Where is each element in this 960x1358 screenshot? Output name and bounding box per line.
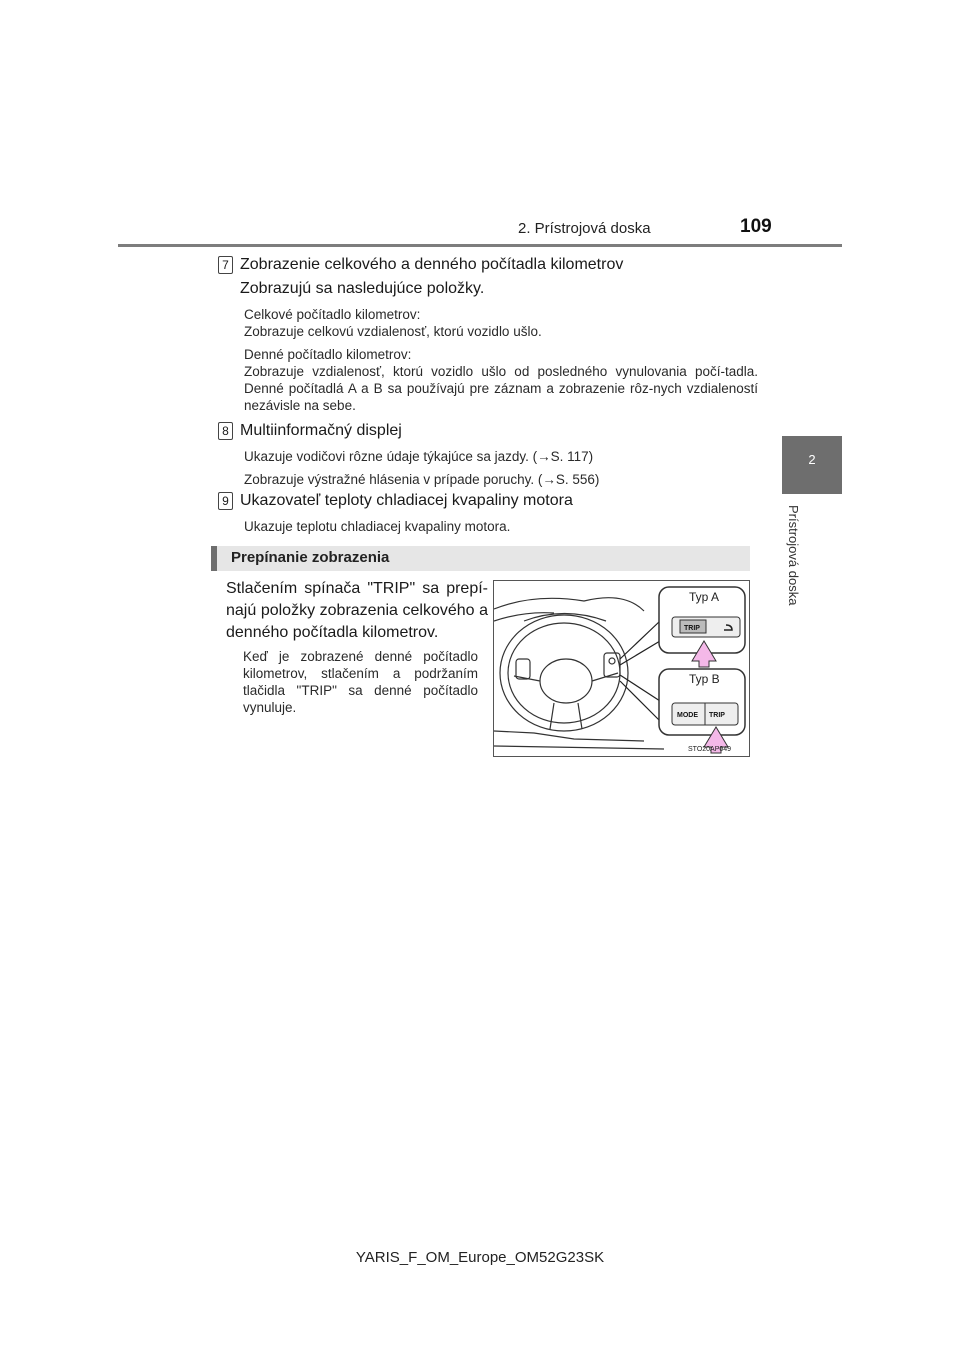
header-divider bbox=[118, 244, 842, 247]
item-coolant-gauge bbox=[218, 490, 758, 541]
type-a-label: Typ A bbox=[689, 590, 720, 604]
description-line: Celkové počítadlo kilometrov: bbox=[244, 307, 421, 322]
figure-code: STO20AP049 bbox=[688, 746, 732, 753]
item-title: Ukazovateľ teploty chladiacej kvapaliny motora bbox=[240, 492, 573, 509]
item-number-badge: 9 bbox=[218, 492, 233, 510]
description-line: Zobrazuje celkovú vzdialenosť, ktorú vozidlo ušlo. bbox=[244, 324, 542, 339]
document-footer: YARIS_F_OM_Europe_OM52G23SK bbox=[355, 1249, 605, 1266]
chapter-tab-number: 2 bbox=[808, 452, 816, 467]
section-header bbox=[211, 546, 750, 571]
item-description bbox=[244, 518, 758, 535]
description-line: Zobrazuje výstražné hlásenia v prípade poruchy. (→S. 556) bbox=[244, 472, 600, 487]
item-description bbox=[244, 448, 758, 488]
item-number-badge: 8 bbox=[218, 422, 233, 440]
description-line: Ukazuje teplotu chladiacej kvapaliny motora. bbox=[244, 519, 511, 534]
description-line: Ukazuje vodičovi rôzne údaje týkajúce sa jazdy. (→S. 117) bbox=[244, 449, 594, 464]
item-multi-display bbox=[218, 420, 758, 494]
section-note: Keď je zobrazené denné počítadlo kilometrov, stlačením a podržaním tlačidla "TRIP" sa denné počítadlo vynuluje. bbox=[243, 649, 478, 715]
description-line: Denné počítadlo kilometrov: bbox=[244, 347, 412, 362]
item-title: Zobrazenie celkového a denného počítadla kilometrov bbox=[240, 256, 624, 273]
illustration-svg bbox=[494, 581, 749, 756]
description-line: Zobrazuje vzdialenosť, ktorú vozidlo ušlo od posledného vynulovania počí-tadla. Denné počítadlá A a B sa používajú pre záznam a zobrazenie rôz-nych vzdialeností nezávisle na sebe. bbox=[244, 364, 758, 413]
chapter-title: 2. Prístrojová doska bbox=[518, 220, 651, 237]
trip-button-label-b: TRIP bbox=[709, 712, 725, 719]
trip-button-label-a: TRIP bbox=[684, 625, 700, 632]
item-description bbox=[244, 306, 758, 414]
item-subtitle: Zobrazujú sa nasledujúce položky. bbox=[240, 280, 485, 297]
section-title: Prepínanie zobrazenia bbox=[231, 549, 390, 566]
item-odometer bbox=[218, 254, 758, 420]
chapter-tab-label: Prístrojová doska bbox=[786, 505, 801, 606]
type-b-label: Typ B bbox=[689, 672, 720, 686]
page-number: 109 bbox=[740, 216, 772, 237]
mode-button-label: MODE bbox=[677, 712, 698, 719]
steering-wheel-illustration bbox=[493, 580, 750, 757]
item-title: Multiinformačný displej bbox=[240, 422, 402, 439]
item-number-badge: 7 bbox=[218, 256, 233, 274]
section-intro: Stlačením spínača "TRIP" sa prepí-najú položky zobrazenia celkového a denného počítadla kilometrov. bbox=[226, 580, 488, 641]
